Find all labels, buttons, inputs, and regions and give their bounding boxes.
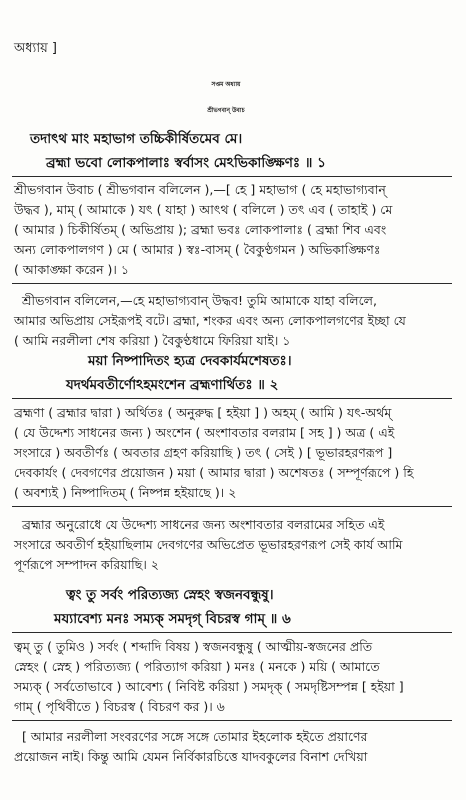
verse-2-word-meaning-line: দেবকার্যং ( দেবগণের প্রয়োজন ) ময়া ( আমার দ্বারা ) অশেষতঃ ( সম্পূর্ণরূপে ) হি: [14, 465, 414, 480]
verse-2-word-meaning-line: ( যে উদ্দেশ্য সাধনের জন্য ) অংশেন ( অংশাবতার বলরাম [ সহ ] ) অত্র ( এই: [14, 425, 395, 440]
verse-2-word-meaning-line: সংসারে ) অবতীর্ণঃ ( অবতার গ্রহণ করিয়াছি ) তৎ ( সেই ) [ ভূভারহরণরূপ ]: [14, 445, 393, 460]
verse-2-word-meaning-line: ( অবশ্যই ) নিষ্পাদিতম্ ( নিষ্পন্ন হইয়াছে )। ২: [14, 485, 237, 500]
verse-2-translation-line: পূর্ণরূপে সম্পাদন করিয়াছি। ২: [14, 557, 159, 572]
verse-1-line-2: ব্রহ্মা ভবো লোকপালাঃ স্বর্বাসং মেঽভিকাঙ্ক্ষিণঃ ॥ ১: [46, 155, 326, 171]
verse-1-translation-line: শ্রীভগবান বলিলেন,—হে মহাভাগ্যবান্ উদ্ধব! তুমি আমাকে যাহা বলিলে,: [22, 293, 377, 308]
verse-6-word-meaning-line: গাম্ ( পৃথিবীতে ) বিচরস্ব ( বিচরণ কর )। ৬: [14, 699, 225, 714]
running-header: অধ্যায় ]: [14, 41, 57, 56]
verse-6-word-meaning-line: ত্বম্ তু ( তুমিও ) সর্বং ( শব্দাদি বিষয় ) স্বজনবন্ধুষু ( আত্মীয়-স্বজনের প্রতি: [14, 639, 373, 654]
divider: [12, 283, 452, 284]
verse-1-translation-line: ( আমি নরলীলা শেষ করিয়া ) বৈকুণ্ঠধামে ফিরিয়া যাই। ১: [14, 333, 291, 348]
verse-2-translation-line: ব্রহ্মার অনুরোধে যে উদ্দেশ্য সাধনের জন্য অংশাবতার বলরামের সহিত এই: [22, 517, 385, 532]
verse-1-word-meaning-line: উদ্ধব ), মাম্ ( আমাকে ) যৎ ( যাহা ) আৎথ ( বলিলে ) তৎ এব ( তাহাই ) মে: [14, 202, 393, 217]
verse-1-line-1: তদাৎথ মাং মহাভাগ তচ্চিকীর্ষিতমেব মে।: [30, 131, 243, 147]
verse-1-word-meaning-line: ( আকাঙ্ক্ষা করেন )। ১: [14, 262, 129, 277]
divider: [12, 506, 452, 507]
verse-2-translation-line: সংসারে অবতীর্ণ হইয়াছিলাম দেবগণের অভিপ্রেত ভূভারহরণরূপ সেই কার্য আমি: [14, 537, 403, 552]
verse-1-word-meaning-line: অন্য লোকপালগণ ) মে ( আমার ) স্বঃ-বাসম্ ( বৈকুণ্ঠগমন ) অভিকাঙ্ক্ষিণঃ: [14, 242, 381, 257]
verse-6-line-1: ত্বং তু সর্বং পরিত্যজ্য স্নেহং স্বজনবন্ধুষু।: [66, 587, 274, 603]
divider: [12, 176, 452, 177]
verse-6-line-2: ময্যাবেশ্য মনঃ সম্যক্ সমদৃগ্ বিচরস্ব গাম্ ॥ ৬: [54, 611, 291, 627]
verse-2-line-1: ময়া নিষ্পাদিতং হ্যত্র দেবকার্যমশেষতঃ।: [88, 353, 292, 369]
divider: [12, 720, 452, 721]
divider: [12, 398, 452, 399]
speaker-heading: শ্রীভগবান্ উবাচ: [207, 107, 245, 114]
divider: [12, 632, 452, 633]
verse-2-word-meaning-line: ব্রহ্মণা ( ব্রহ্মার দ্বারা ) অর্থিতঃ ( অনুরুদ্ধ [ হইয়া ] ) অহম্ ( আমি ) যৎ-অর্থম্: [14, 405, 392, 420]
verse-1-word-meaning-line: শ্রীভগবান উবাচ ( শ্রীভগবান বলিলেন ),—[ হে ] মহাভাগ ( হে মহাভাগ্যবান্: [14, 182, 386, 197]
verse-1-word-meaning-line: ( আমার ) চিকীর্ষিতম্ ( অভিপ্রায় ); ব্রহ্মা ভবঃ লোকপালাঃ ( ব্রহ্মা শিব এবং: [14, 222, 387, 237]
verse-2-line-2: যদর্থমবতীর্ণোঽহমংশেন ব্রহ্মণার্থিতঃ ॥ ২: [66, 377, 279, 393]
verse-6-word-meaning-line: স্নেহং ( স্নেহ ) পরিত্যজ্য ( পরিত্যাগ করিয়া ) মনঃ ( মনকে ) ময়ি ( আমাতে: [14, 659, 380, 674]
verse-1-translation-line: আমার অভিপ্রায় সেইরূপই বটে। ব্রহ্মা, শংকর এবং অন্য লোকপালগণের ইচ্ছা যে: [14, 313, 406, 328]
verse-6-translation-line: প্রয়োজন নাই। কিন্তু আমি যেমন নির্বিকারচিত্তে যাদবকুলের বিনাশ দেখিয়া: [14, 749, 368, 764]
verse-6-word-meaning-line: সম্যক্ ( সর্বতোভাবে ) আবেশ্য ( নিবিষ্ট করিয়া ) সমদৃক্ ( সমদৃষ্টিসম্পন্ন [ হইয়া ]: [14, 679, 404, 694]
verse-6-translation-line: [ আমার নরলীলা সংবরণের সঙ্গে সঙ্গে তোমার ইহলোক হইতে প্রয়াণের: [22, 729, 368, 744]
chapter-title: সপ্তম অধ্যায়: [211, 81, 241, 88]
